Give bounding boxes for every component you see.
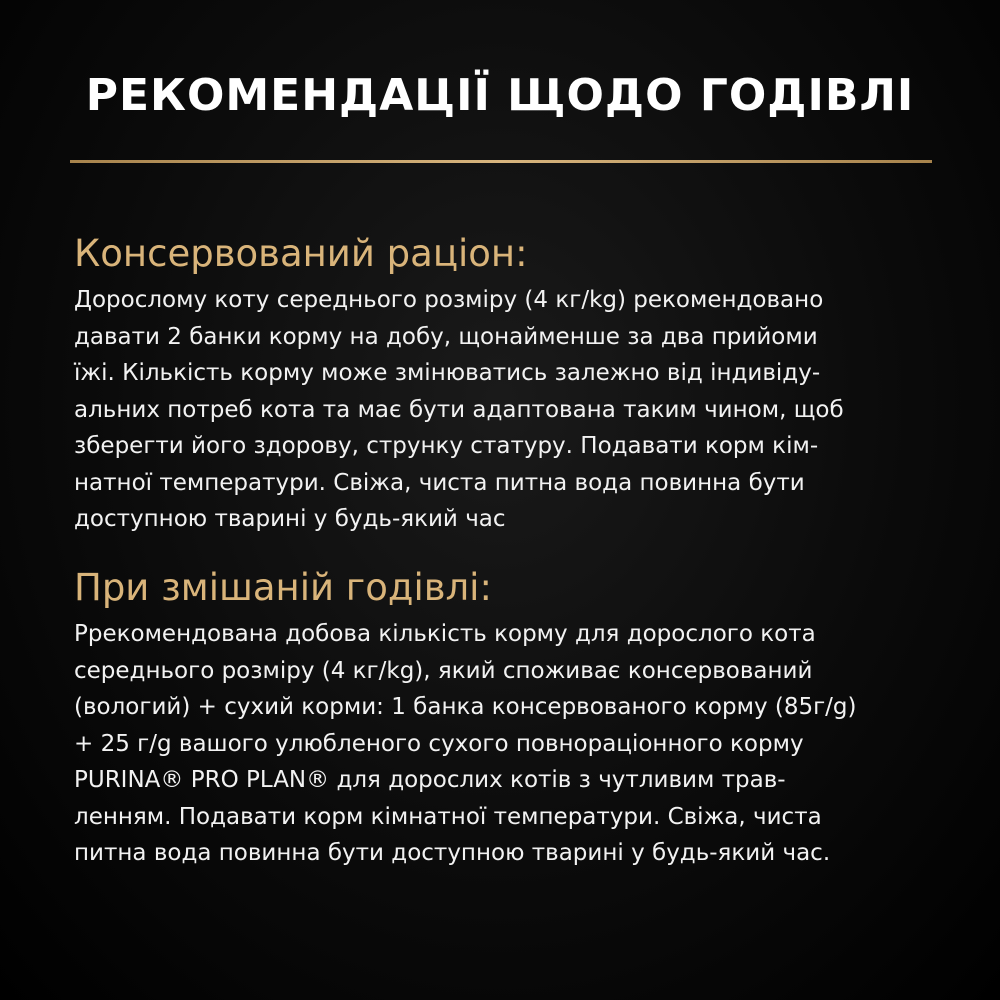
body-line: їжі. Кількість корму може змінюватись залежно від індивіду- [74, 360, 821, 386]
body-line: доступною тварині у будь-який час [74, 506, 506, 532]
section-heading: При змішаній годівлі: [74, 566, 492, 609]
section-canned-diet [74, 226, 934, 538]
page-title: РЕКОМЕНДАЦІЇ ЩОДО ГОДІВЛІ [85, 70, 915, 121]
body-line: альних потреб кота та має бути адаптована таким чином, щоб [74, 396, 844, 423]
body-line: давати 2 банки корму на добу, щонайменше за два прийоми [74, 323, 818, 350]
body-line: Ррекомендована добова кількість корму для дорослого кота [74, 621, 816, 647]
body-line: Дорослому коту середнього розміру (4 кг/kg) рекомендовано [74, 287, 824, 313]
body-line: зберегти його здорову, струнку статуру. Подавати корм кім- [74, 433, 819, 459]
body-line: питна вода повинна бути доступною тварині у будь-який час. [74, 840, 831, 866]
section-heading: Консервований раціон: [74, 232, 528, 275]
body-line: PURINA® PRO PLAN® для дорослих котів з чутливим трав- [74, 767, 786, 793]
body-line: + 25 г/g вашого улюбленого сухого повнораціонного корму [74, 730, 804, 757]
section-mixed-feeding [74, 560, 934, 872]
gold-divider [70, 160, 932, 163]
body-line: середнього розміру (4 кг/kg), який споживає консервований [74, 657, 813, 684]
body-line: натної температури. Свіжа, чиста питна вода повинна бути [74, 469, 805, 496]
body-line: ленням. Подавати корм кімнатної температури. Свіжа, чиста [74, 803, 822, 830]
body-line: (вологий) + сухий корми: 1 банка консервованого корму (85г/g) [74, 694, 857, 720]
